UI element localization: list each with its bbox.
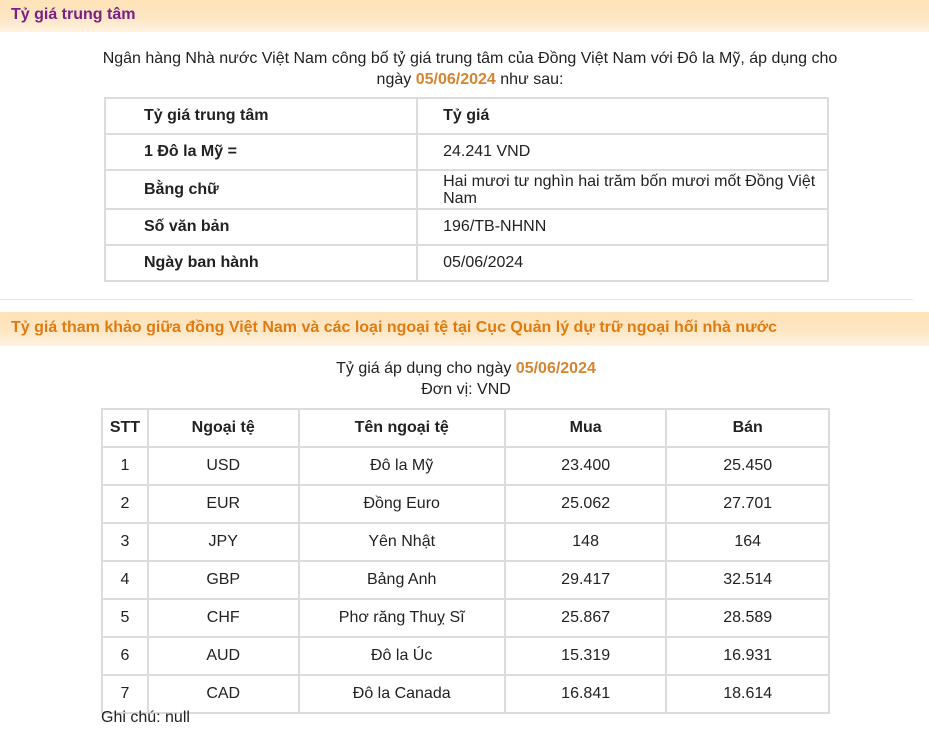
cell-stt: 6 bbox=[102, 637, 148, 675]
cell-currency: GBP bbox=[148, 561, 299, 599]
col-header-stt: STT bbox=[102, 409, 148, 447]
reference-rate-header: Tỷ giá tham khảo giữa đồng Việt Nam và các loại ngoại tệ tại Cục Quản lý dự trữ ngoại hối nhà nước bbox=[0, 312, 929, 346]
row-label: Ngày ban hành bbox=[105, 245, 417, 281]
cell-currency-name: Đô la Canada bbox=[299, 675, 505, 713]
row-label: Số văn bản bbox=[105, 209, 417, 245]
table-header-row bbox=[102, 409, 829, 447]
cell-currency: EUR bbox=[148, 485, 299, 523]
cell-currency: JPY bbox=[148, 523, 299, 561]
cell-sell: 27.701 bbox=[666, 485, 829, 523]
intro-suffix: như sau: bbox=[500, 71, 564, 88]
cell-currency: USD bbox=[148, 447, 299, 485]
cell-buy: 29.417 bbox=[505, 561, 667, 599]
table-header-row bbox=[105, 98, 828, 134]
applied-date: 05/06/2024 bbox=[515, 360, 596, 377]
cell-stt: 1 bbox=[102, 447, 148, 485]
table-row bbox=[102, 447, 829, 485]
cell-sell: 164 bbox=[666, 523, 829, 561]
col-header-currency-name: Tên ngoại tệ bbox=[299, 409, 505, 447]
central-rate-table bbox=[104, 97, 829, 282]
cell-currency: AUD bbox=[148, 637, 299, 675]
cell-stt: 7 bbox=[102, 675, 148, 713]
table-row bbox=[102, 561, 829, 599]
row-label: 1 Đô la Mỹ = bbox=[105, 134, 417, 170]
table-row bbox=[105, 134, 828, 170]
table-row bbox=[105, 245, 828, 281]
cell-buy: 148 bbox=[505, 523, 667, 561]
cell-sell: 32.514 bbox=[666, 561, 829, 599]
cell-currency-name: Bảng Anh bbox=[299, 561, 505, 599]
header-label: Tỷ giá trung tâm bbox=[105, 98, 417, 134]
cell-buy: 15.319 bbox=[505, 637, 667, 675]
cell-stt: 2 bbox=[102, 485, 148, 523]
section-divider bbox=[0, 299, 913, 300]
table-row bbox=[105, 170, 828, 209]
cell-currency-name: Đô la Úc bbox=[299, 637, 505, 675]
cell-stt: 3 bbox=[102, 523, 148, 561]
row-label: Bằng chữ bbox=[105, 170, 417, 209]
cell-currency-name: Đô la Mỹ bbox=[299, 447, 505, 485]
row-value: 196/TB-NHNN bbox=[417, 209, 828, 245]
cell-currency: CAD bbox=[148, 675, 299, 713]
cell-currency: CHF bbox=[148, 599, 299, 637]
cell-sell: 18.614 bbox=[666, 675, 829, 713]
table-row bbox=[105, 209, 828, 245]
cell-stt: 5 bbox=[102, 599, 148, 637]
cell-sell: 25.450 bbox=[666, 447, 829, 485]
intro-text: Ngân hàng Nhà nước Việt Nam công bố tỷ giá trung tâm của Đồng Việt Nam với Đô la Mỹ, áp dụng cho ngày bbox=[102, 50, 838, 88]
row-value: Hai mươi tư nghìn hai trăm bốn mươi mốt Đồng Việt Nam bbox=[417, 170, 828, 209]
col-header-sell: Bán bbox=[666, 409, 829, 447]
applied-text: Tỷ giá áp dụng cho ngày bbox=[336, 360, 512, 377]
cell-currency-name: Yên Nhật bbox=[299, 523, 505, 561]
row-value: 05/06/2024 bbox=[417, 245, 828, 281]
table-row bbox=[102, 485, 829, 523]
header-value: Tỷ giá bbox=[417, 98, 828, 134]
cell-currency-name: Đồng Euro bbox=[299, 485, 505, 523]
reference-rate-intro bbox=[100, 358, 832, 400]
col-header-currency: Ngoại tệ bbox=[148, 409, 299, 447]
table-row bbox=[102, 675, 829, 713]
cell-buy: 23.400 bbox=[505, 447, 667, 485]
cell-sell: 28.589 bbox=[666, 599, 829, 637]
table-row bbox=[102, 637, 829, 675]
applied-line bbox=[100, 358, 832, 379]
central-rate-intro bbox=[100, 48, 840, 90]
intro-date: 05/06/2024 bbox=[415, 71, 496, 88]
unit-label: Đơn vị: VND bbox=[421, 381, 511, 398]
reference-rate-table bbox=[101, 408, 830, 714]
cell-stt: 4 bbox=[102, 561, 148, 599]
col-header-buy: Mua bbox=[505, 409, 667, 447]
cell-sell: 16.931 bbox=[666, 637, 829, 675]
note-text: Ghi chú: null bbox=[101, 709, 190, 726]
table-row bbox=[102, 599, 829, 637]
table-row bbox=[102, 523, 829, 561]
row-value: 24.241 VND bbox=[417, 134, 828, 170]
cell-buy: 16.841 bbox=[505, 675, 667, 713]
cell-currency-name: Phơ răng Thuỵ Sĩ bbox=[299, 599, 505, 637]
cell-buy: 25.062 bbox=[505, 485, 667, 523]
cell-buy: 25.867 bbox=[505, 599, 667, 637]
central-rate-header: Tỷ giá trung tâm bbox=[0, 0, 929, 32]
